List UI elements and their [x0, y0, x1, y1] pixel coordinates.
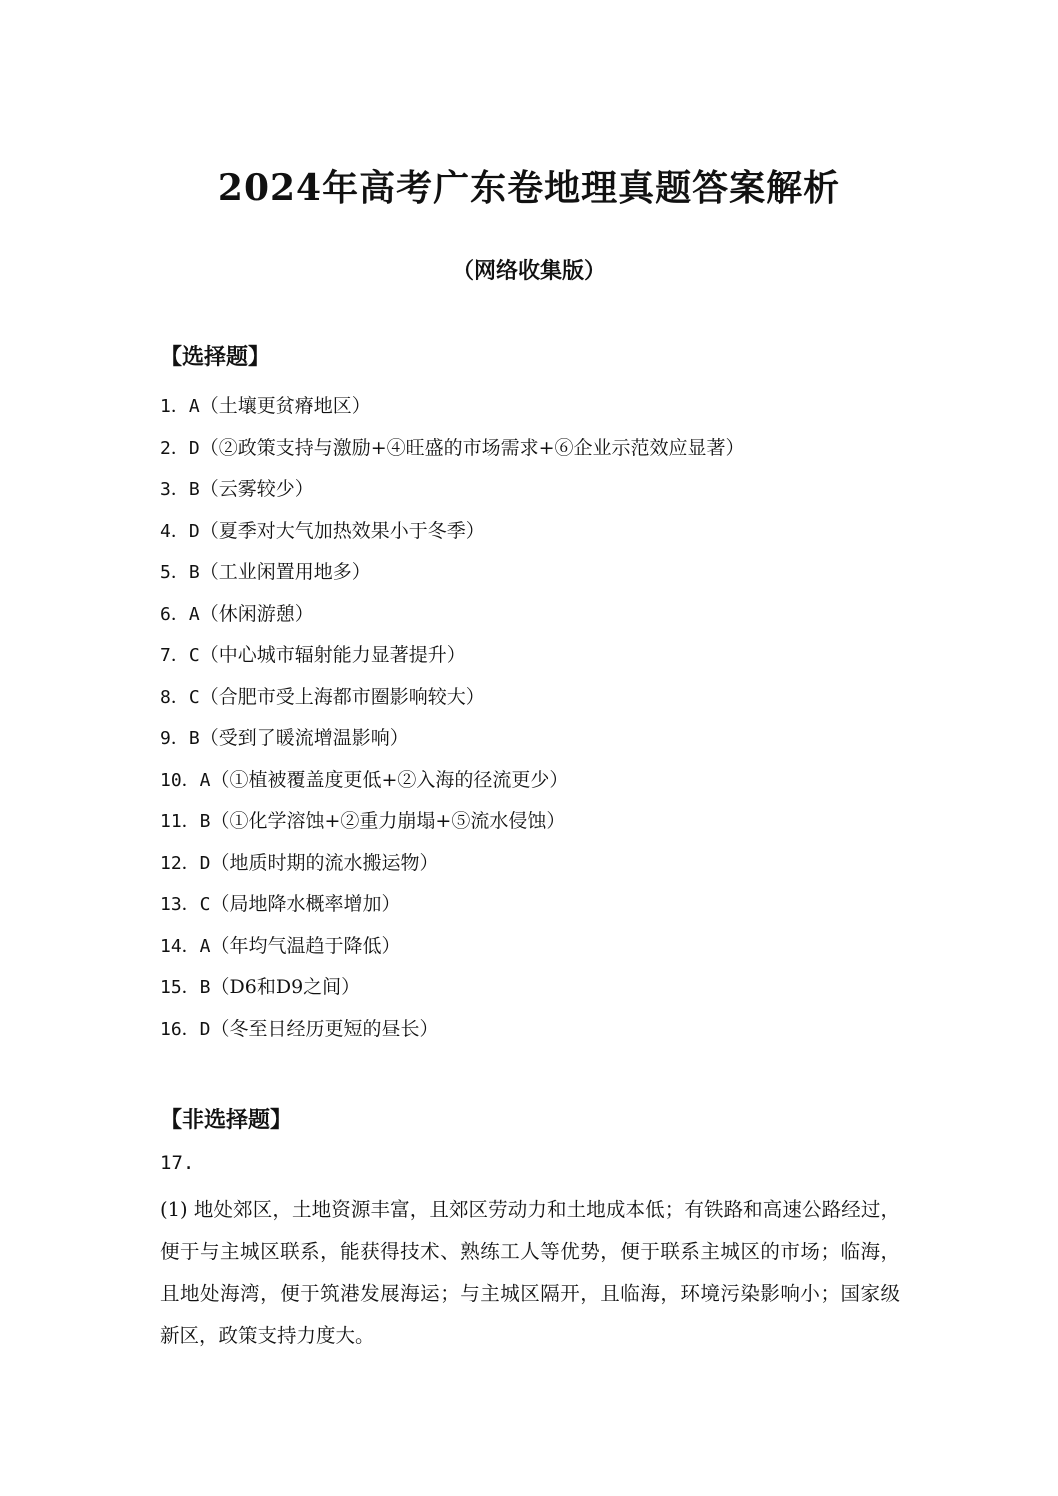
answer-item [160, 391, 745, 433]
answer-item [160, 723, 745, 765]
answer-item [160, 889, 745, 931]
answer-explanation: （①化学溶蚀+②重力崩塌+⑤流水侵蚀） [210, 810, 566, 832]
answer-number: 4．D [160, 520, 200, 542]
answer-number: 1．A [160, 396, 200, 417]
answer-paragraph: (1) 地处郊区，土地资源丰富，且郊区劳动力和土地成本低；有铁路和高速公路经过，便于与主城区联系，能获得技术、熟练工人等优势，便于联系主城区的市场；临海，且地处海湾，便于筑港发展海运；与主城区隔开，且临海，环境污染影响小；国家级新区，政策支持力度大。 [160, 1198, 900, 1347]
answer-explanation: （①植被覆盖度更低+②入海的径流更少） [210, 768, 569, 791]
answer-explanation: （休闲游憩） [199, 602, 314, 625]
answer-number: 14．A [160, 935, 211, 957]
answer-number: 7．C [160, 645, 200, 666]
answer-explanation: （夏季对大气加热效果小于冬季） [199, 519, 485, 542]
question-number: 17. [160, 1152, 195, 1174]
answer-explanation: （土壤更贫瘠地区） [199, 395, 371, 417]
section-heading-non-multiple-choice: 【非选择题】 [160, 1108, 293, 1133]
answer-number: 3．B [160, 479, 200, 500]
answer-number: 13．C [160, 894, 211, 915]
answer-explanation: （工业闲置用地多） [199, 561, 371, 583]
answer-explanation: （受到了暖流增温影响） [199, 727, 409, 749]
answer-explanation: （中心城市辐射能力显著提升） [199, 644, 466, 666]
answer-item [160, 682, 745, 724]
answer-number: 16．D [160, 1018, 211, 1040]
answer-explanation: （云雾较少） [199, 478, 314, 500]
answer-explanation: （地质时期的流水搬运物） [210, 851, 439, 874]
answer-number: 5．B [160, 562, 200, 583]
answer-item [160, 433, 745, 475]
answer-number: 15．B [160, 977, 211, 998]
answer-item [160, 1014, 745, 1056]
answer-number: 9．B [160, 728, 200, 749]
answer-item [160, 765, 745, 807]
answer-item [160, 640, 745, 682]
answer-number: 10．A [160, 769, 211, 791]
answer-item [160, 516, 745, 558]
answer-item [160, 599, 745, 641]
answer-explanation: （②政策支持与激励+④旺盛的市场需求+⑥企业示范效应显著） [199, 436, 745, 459]
answer-number: 12．D [160, 852, 211, 874]
section-heading-multiple-choice: 【选择题】 [160, 345, 271, 370]
page-title: 2024年高考广东卷地理真题答案解析 [217, 167, 841, 209]
answer-explanation: （合肥市受上海都市圈影响较大） [199, 685, 485, 708]
answer-number: 2．D [160, 437, 200, 459]
answer-item [160, 931, 745, 973]
answer-item [160, 474, 745, 516]
page-subtitle: （网络收集版） [451, 259, 606, 284]
answer-number: 6．A [160, 603, 200, 625]
answer-explanation: （年均气温趋于降低） [210, 934, 401, 957]
answer-explanation: （局地降水概率增加） [210, 893, 401, 915]
answer-list [160, 391, 745, 1055]
answer-explanation: （D6和D9之间） [210, 976, 361, 998]
answer-item [160, 806, 745, 848]
answer-explanation: （冬至日经历更短的昼长） [210, 1017, 439, 1040]
answer-item [160, 557, 745, 599]
answer-item [160, 848, 745, 890]
answer-item [160, 972, 745, 1014]
answer-number: 11．B [160, 811, 211, 832]
answer-number: 8．C [160, 686, 200, 708]
